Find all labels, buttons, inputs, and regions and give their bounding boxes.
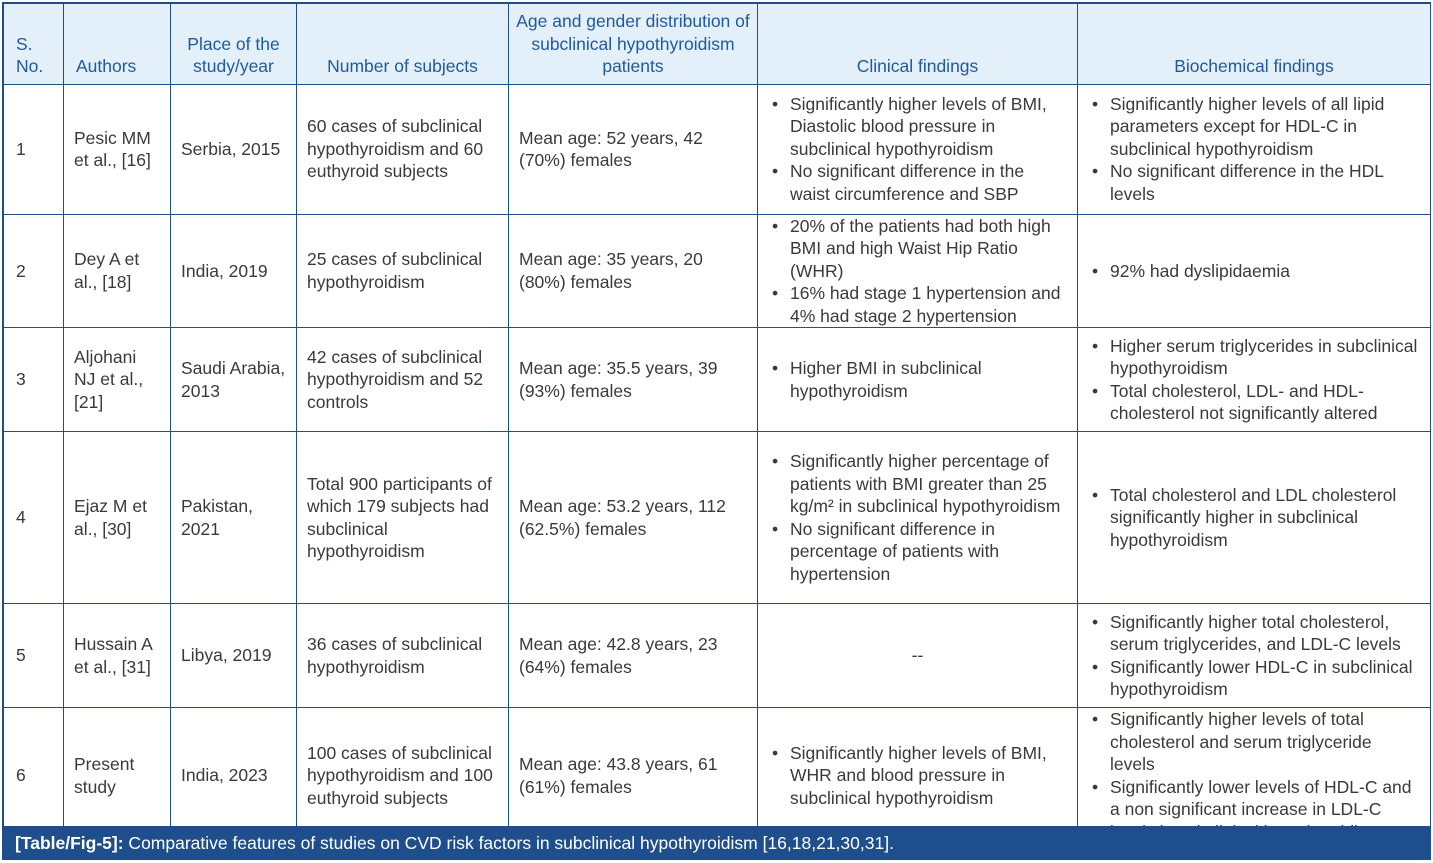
- header-clinical: Clinical findings: [758, 4, 1078, 85]
- biochemical-list: [1088, 484, 1420, 552]
- cell-sno: 4: [4, 432, 64, 604]
- cell-biochemical: [1078, 708, 1431, 844]
- header-authors: Authors: [64, 4, 171, 85]
- list-item: • Higher serum triglycerides in subclinical hypothyroidism: [1088, 335, 1420, 380]
- list-item: • Significantly lower levels of HDL-C and a non significant increase in LDL-C: [1088, 776, 1420, 844]
- list-item: • 16% had stage 1 hypertension and 4% had stage 2 hypertension: [768, 282, 1067, 327]
- cell-authors: Ejaz M et al., [30]: [64, 432, 171, 604]
- cell-age: Mean age: 43.8 years, 61 (61%) females: [509, 708, 758, 844]
- list-item: • Significantly higher levels of all lipid parameters except for HDL-C in subclinical hypothyroidism: [1088, 93, 1420, 161]
- cell-place: Saudi Arabia, 2013: [171, 328, 297, 432]
- biochemical-list: [1088, 708, 1420, 843]
- caption-label: [Table/Fig-5]:: [15, 833, 124, 853]
- cell-place: India, 2019: [171, 214, 297, 328]
- comparison-table: [3, 3, 1431, 844]
- caption-text: Comparative features of studies on CVD risk factors in subclinical hypothyroidism [16,18,21,30,31].: [123, 833, 894, 853]
- cell-biochemical: [1078, 604, 1431, 708]
- cell-clinical: [758, 214, 1078, 328]
- cell-authors: Present study: [64, 708, 171, 844]
- list-item: • Significantly higher levels of BMI, Diastolic blood pressure in subclinical hypothyroidism: [768, 93, 1067, 161]
- cell-subjects: 42 cases of subclinical hypothyroidism and 52 controls: [297, 328, 509, 432]
- table-row: [4, 84, 1431, 214]
- cell-place: India, 2023: [171, 708, 297, 844]
- cell-age: Mean age: 35.5 years, 39 (93%) females: [509, 328, 758, 432]
- list-item: • Significantly higher levels of total cholesterol and serum triglyceride levels: [1088, 708, 1420, 776]
- clinical-list: [768, 215, 1067, 328]
- list-item: • No significant difference in the waist circumference and SBP: [768, 160, 1067, 205]
- cell-biochemical: [1078, 214, 1431, 328]
- list-item: • 92% had dyslipidaemia: [1088, 260, 1420, 283]
- clinical-list: [768, 357, 1067, 402]
- list-item: • 20% of the patients had both high BMI and high Waist Hip Ratio (WHR): [768, 215, 1067, 283]
- cell-age: Mean age: 52 years, 42 (70%) females: [509, 84, 758, 214]
- cell-sno: 3: [4, 328, 64, 432]
- cell-subjects: 60 cases of subclinical hypothyroidism and 60 euthyroid subjects: [297, 84, 509, 214]
- cell-authors: Hussain A et al., [31]: [64, 604, 171, 708]
- list-item: • No significant difference in the HDL levels: [1088, 160, 1420, 205]
- cell-subjects: 36 cases of subclinical hypothyroidism: [297, 604, 509, 708]
- biochemical-list: [1088, 335, 1420, 425]
- cell-clinical: [758, 708, 1078, 844]
- cell-biochemical: [1078, 432, 1431, 604]
- cell-authors: Aljohani NJ et al., [21]: [64, 328, 171, 432]
- table-row: [4, 604, 1431, 708]
- cell-subjects: 100 cases of subclinical hypothyroidism and 100 euthyroid subjects: [297, 708, 509, 844]
- biochemical-list: [1088, 611, 1420, 701]
- clinical-list: [768, 450, 1067, 585]
- table-row: [4, 432, 1431, 604]
- cell-place: Serbia, 2015: [171, 84, 297, 214]
- cell-clinical: [758, 84, 1078, 214]
- cell-sno: 5: [4, 604, 64, 708]
- cell-subjects: Total 900 participants of which 179 subjects had subclinical hypothyroidism: [297, 432, 509, 604]
- cell-sno: 2: [4, 214, 64, 328]
- cell-place: Pakistan, 2021: [171, 432, 297, 604]
- cell-age: Mean age: 53.2 years, 112 (62.5%) females: [509, 432, 758, 604]
- table-row: [4, 708, 1431, 844]
- table-row: [4, 214, 1431, 328]
- table-frame: [2, 2, 1431, 860]
- biochemical-list: [1088, 260, 1420, 283]
- biochemical-list: [1088, 93, 1420, 206]
- list-item: • Significantly higher total cholesterol, serum triglycerides, and LDL-C levels: [1088, 611, 1420, 656]
- table-caption: [3, 826, 1430, 860]
- cell-biochemical: [1078, 84, 1431, 214]
- header-subjects: Number of subjects: [297, 4, 509, 85]
- header-row: [4, 4, 1431, 85]
- cell-sno: 1: [4, 84, 64, 214]
- cell-clinical: [758, 432, 1078, 604]
- cell-biochemical: [1078, 328, 1431, 432]
- list-item: • No significant difference in percentage of patients with hypertension: [768, 518, 1067, 586]
- header-place: Place of the study/year: [171, 4, 297, 85]
- cell-clinical: [758, 328, 1078, 432]
- header-age: Age and gender distribution of subclinical hypothyroidism patients: [509, 4, 758, 85]
- clinical-list: [768, 742, 1067, 810]
- cell-subjects: 25 cases of subclinical hypothyroidism: [297, 214, 509, 328]
- list-item: • Significantly lower HDL-C in subclinical hypothyroidism: [1088, 656, 1420, 701]
- cell-authors: Pesic MM et al., [16]: [64, 84, 171, 214]
- table-row: [4, 328, 1431, 432]
- list-item: • Significantly higher levels of BMI, WHR and blood pressure in subclinical hypothyroidism: [768, 742, 1067, 810]
- clinical-list: [768, 93, 1067, 206]
- list-item: • Higher BMI in subclinical hypothyroidism: [768, 357, 1067, 402]
- cell-clinical: --: [758, 604, 1078, 708]
- cell-age: Mean age: 42.8 years, 23 (64%) females: [509, 604, 758, 708]
- list-item: • Total cholesterol and LDL cholesterol significantly higher in subclinical hypothyroidism: [1088, 484, 1420, 552]
- list-item: • Significantly higher percentage of patients with BMI greater than 25 kg/m² in subclinical hypothyroidism: [768, 450, 1067, 518]
- cell-place: Libya, 2019: [171, 604, 297, 708]
- list-item: • Total cholesterol, LDL- and HDL-cholesterol not significantly altered: [1088, 380, 1420, 425]
- header-biochemical: Biochemical findings: [1078, 4, 1431, 85]
- cell-authors: Dey A et al., [18]: [64, 214, 171, 328]
- cell-sno: 6: [4, 708, 64, 844]
- header-sno: S. No.: [4, 4, 64, 85]
- cell-age: Mean age: 35 years, 20 (80%) females: [509, 214, 758, 328]
